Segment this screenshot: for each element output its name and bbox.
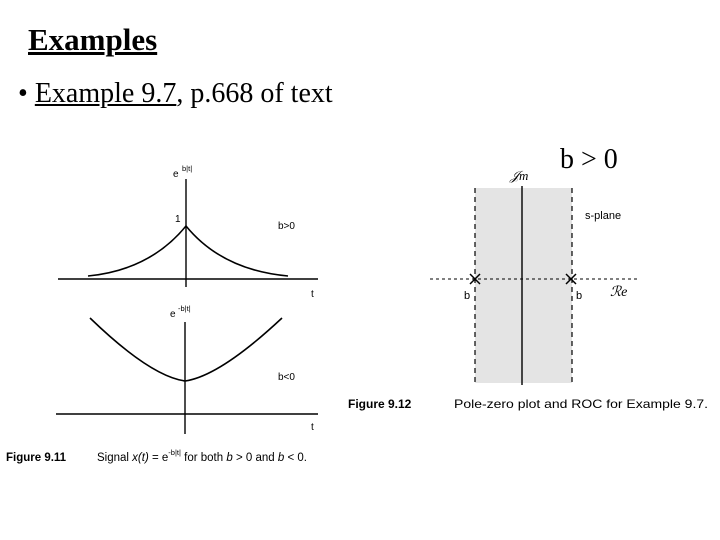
top-ylabel-base: e xyxy=(173,169,179,180)
fig911-caption-b1: b xyxy=(226,452,233,464)
fig911-caption-signal: x(t) xyxy=(132,452,149,464)
fig911-caption xyxy=(6,448,307,464)
bullet-marker: • xyxy=(18,78,28,109)
figure-9-12 xyxy=(348,168,708,411)
top-ylabel-exp: b|t| xyxy=(182,164,193,173)
plot-bottom xyxy=(56,304,318,434)
fig911-caption-eq: = e xyxy=(148,452,169,464)
plot-top xyxy=(58,164,318,300)
bottom-ylabel-base: e xyxy=(170,309,176,320)
fig911-caption-mid: for both xyxy=(180,452,227,464)
bottom-xlabel: t xyxy=(311,422,314,433)
condition-text: b > 0 xyxy=(560,144,618,175)
fig911-caption-b2: b xyxy=(277,452,285,464)
real-axis-label: ℛe xyxy=(610,285,628,300)
figure-9-11 xyxy=(6,164,318,464)
fig911-caption-exp: -b|t| xyxy=(168,448,181,457)
imag-axis-label: 𝒥m xyxy=(510,168,529,183)
bottom-condition-label: b<0 xyxy=(278,372,295,383)
fig911-caption-label: Figure 9.11 xyxy=(6,452,67,464)
top-curve xyxy=(88,226,288,276)
roc-region xyxy=(475,188,572,383)
pole-right-label: b xyxy=(576,290,583,302)
fig911-caption-pre: Signal xyxy=(97,452,133,464)
top-peak-label: 1 xyxy=(175,214,181,225)
fig911-caption-cond1: > 0 and xyxy=(232,452,278,464)
fig912-caption-label: Figure 9.12 xyxy=(348,397,412,411)
bottom-curve xyxy=(90,318,282,381)
top-condition-label: b>0 xyxy=(278,221,295,232)
bullet-rest: , p.668 of text xyxy=(176,78,333,109)
bottom-ylabel-exp: -b|t| xyxy=(178,304,191,313)
slide-title: Examples xyxy=(28,22,158,57)
top-xlabel: t xyxy=(311,289,314,300)
fig912-caption-text: Pole-zero plot and ROC for Example 9.7. xyxy=(454,397,708,411)
pole-left-label: b xyxy=(464,290,471,302)
fig911-caption-cond2: < 0. xyxy=(284,452,307,464)
example-link[interactable]: Example 9.7 xyxy=(34,78,177,109)
s-plane-label: s-plane xyxy=(585,210,622,222)
